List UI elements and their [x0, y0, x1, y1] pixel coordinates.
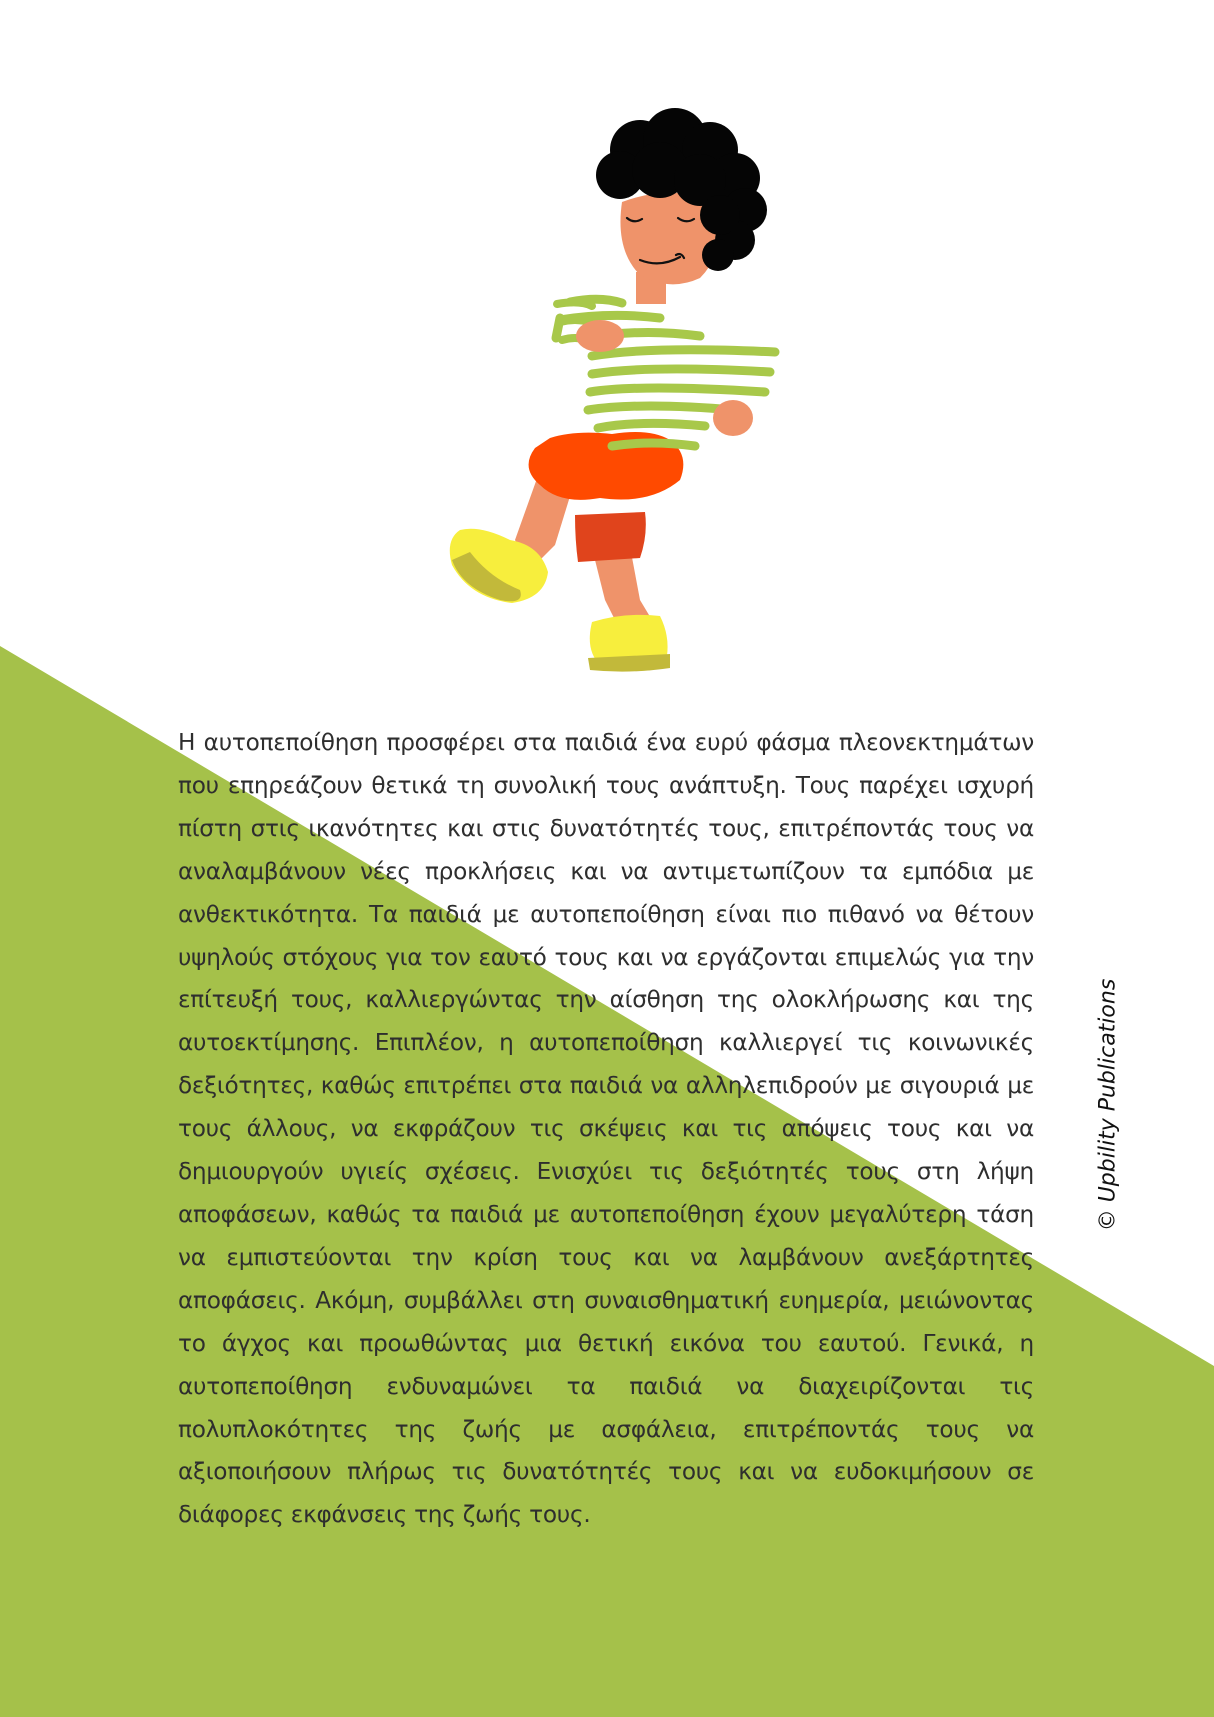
dancing-child-illustration — [430, 100, 800, 680]
body-paragraph: Η αυτοπεποίθηση προσφέρει στα παιδιά ένα ευρύ φάσμα πλεονεκτημάτων που επηρεάζουν θετικά τη συνολική τους ανάπτυξη. Τους παρέχει ισχυρή πίστη στις ικανότητες και στις δυνατότητές τους, επιτρέποντάς τους να αναλαμβάνουν νέες προκλήσεις και να αντιμετωπίζουν τα εμπόδια με ανθεκτικότητα. Τα παιδιά με αυτοπεποίθηση είναι πιο πιθανό να θέτουν υψηλούς στόχους για τον εαυτό τους και να εργάζονται επιμελώς για την επίτευξή τους, καλλιεργώντας την αίσθηση της ολοκλήρωσης και της αυτοεκτίμησης. Επιπλέον, η αυτοπεποίθηση καλλιεργεί τις κοινωνικές δεξιότητες, καθώς επιτρέπει στα παιδιά να αλληλεπιδρούν με σιγουριά με τους άλλους, να εκφράζουν τις σκέψεις και τις απόψεις τους και να δημιουργούν υγιείς σχέσεις. Ενισχύει τις δεξιότητές τους στη λήψη αποφάσεων, καθώς τα παιδιά με αυτοπεποίθηση έχουν μεγαλύτερη τάση να εμπιστεύονται την κρίση τους και να λαμβάνουν ανεξάρτητες αποφάσεις. Ακόμη, συμβάλλει στη συναισθηματική ευημερία, μειώνοντας το άγχος και προωθώντας μια θετική εικόνα του εαυτού. Γενικά, η αυτοπεποίθηση ενδυναμώνει τα παιδιά να διαχειρίζονται τις πολυπλοκότητες της ζωής με ασφάλεια, επιτρέποντάς τους να αξιοποιήσουν πλήρως τις δυνατότητές τους και να ευδοκιμήσουν σε διάφορες εκφάνσεις της ζωής τους. — [178, 729, 1034, 1529]
copyright-notice: © Upbility Publications — [1095, 978, 1121, 1232]
